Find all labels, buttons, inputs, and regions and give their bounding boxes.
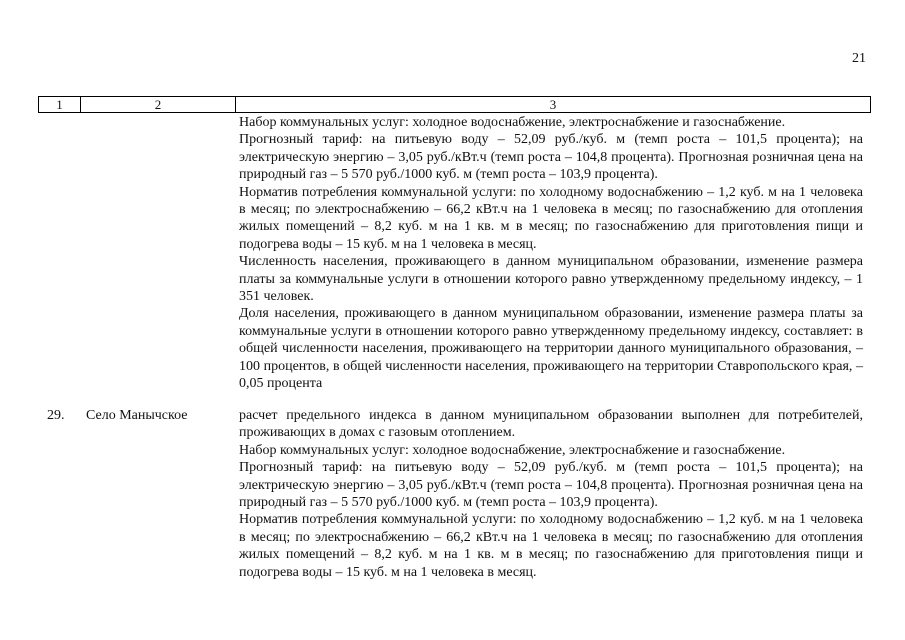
- paragraph: Прогнозный тариф: на питьевую воду – 52,09 руб./куб. м (темп роста – 101,5 процента); на электрическую энергию – 3,05 руб./кВт.ч (темп роста – 104,8 процента). Прогнозная розничная цена на природный газ – 5 570 руб./1000 куб. м (темп роста – 103,9 процента).: [239, 460, 863, 511]
- paragraph: Доля населения, проживающего в данном муниципальном образовании, изменение размера платы за коммунальные услуги в отношении которого равно утвержденному предельному индексу, составляет: в общей численности населения, проживающего на территории данного муниципального образования, – 100 процентов, в общей численности населения, проживающего на территории Ставропольского края, – 0,05 процента: [239, 306, 863, 392]
- header-col-2: 2: [81, 97, 236, 112]
- paragraph: Набор коммунальных услуг: холодное водоснабжение, электроснабжение и газоснабжение.: [239, 115, 786, 130]
- paragraph: расчет предельного индекса в данном муниципальном образовании выполнен для потребителей, проживающих в домах с газовым отоплением.: [239, 408, 863, 441]
- paragraph: Набор коммунальных услуг: холодное водоснабжение, электроснабжение и газоснабжение.: [239, 442, 786, 458]
- continuation-text: [239, 114, 863, 393]
- municipality-name: Село Манычское: [86, 408, 188, 423]
- paragraph: Норматив потребления коммунальной услуги: по холодному водоснабжению – 1,2 куб. м на 1 человека в месяц; по электроснабжению – 66,2 кВт.ч на 1 человека в месяц; по газоснабжению для отопления жилых помещений – 8,2 куб. м на 1 кв. м в месяц; по газоснабжению для приготовления пищи и подогрева воды – 15 куб. м на 1 человека в месяц.: [239, 512, 863, 580]
- table-header-row: [38, 96, 871, 113]
- paragraph: Численность населения, проживающего в данном муниципальном образовании, изменение размера платы за коммунальные услуги в отношении которого равно утвержденному предельному индексу, – 1 351 человек.: [239, 254, 863, 305]
- paragraph: Норматив потребления коммунальной услуги: по холодному водоснабжению – 1,2 куб. м на 1 человека в месяц; по электроснабжению – 66,2 кВт.ч на 1 человека в месяц; по газоснабжению для отопления жилых помещений – 8,2 куб. м на 1 кв. м в месяц; по газоснабжению для приготовления пищи и подогрева воды – 15 куб. м на 1 человека в месяц.: [239, 184, 863, 252]
- row-29-text: [239, 407, 863, 581]
- header-col-3: 3: [549, 97, 557, 112]
- page-number: 21: [852, 51, 866, 66]
- row-number: 29.: [47, 408, 65, 423]
- header-col-1: 1: [39, 97, 81, 112]
- paragraph: Прогнозный тариф: на питьевую воду – 52,09 руб./куб. м (темп роста – 101,5 процента); на электрическую энергию – 3,05 руб./кВт.ч (темп роста – 104,8 процента). Прогнозная розничная цена на природный газ – 5 570 руб./1000 куб. м (темп роста – 103,9 процента).: [239, 132, 863, 183]
